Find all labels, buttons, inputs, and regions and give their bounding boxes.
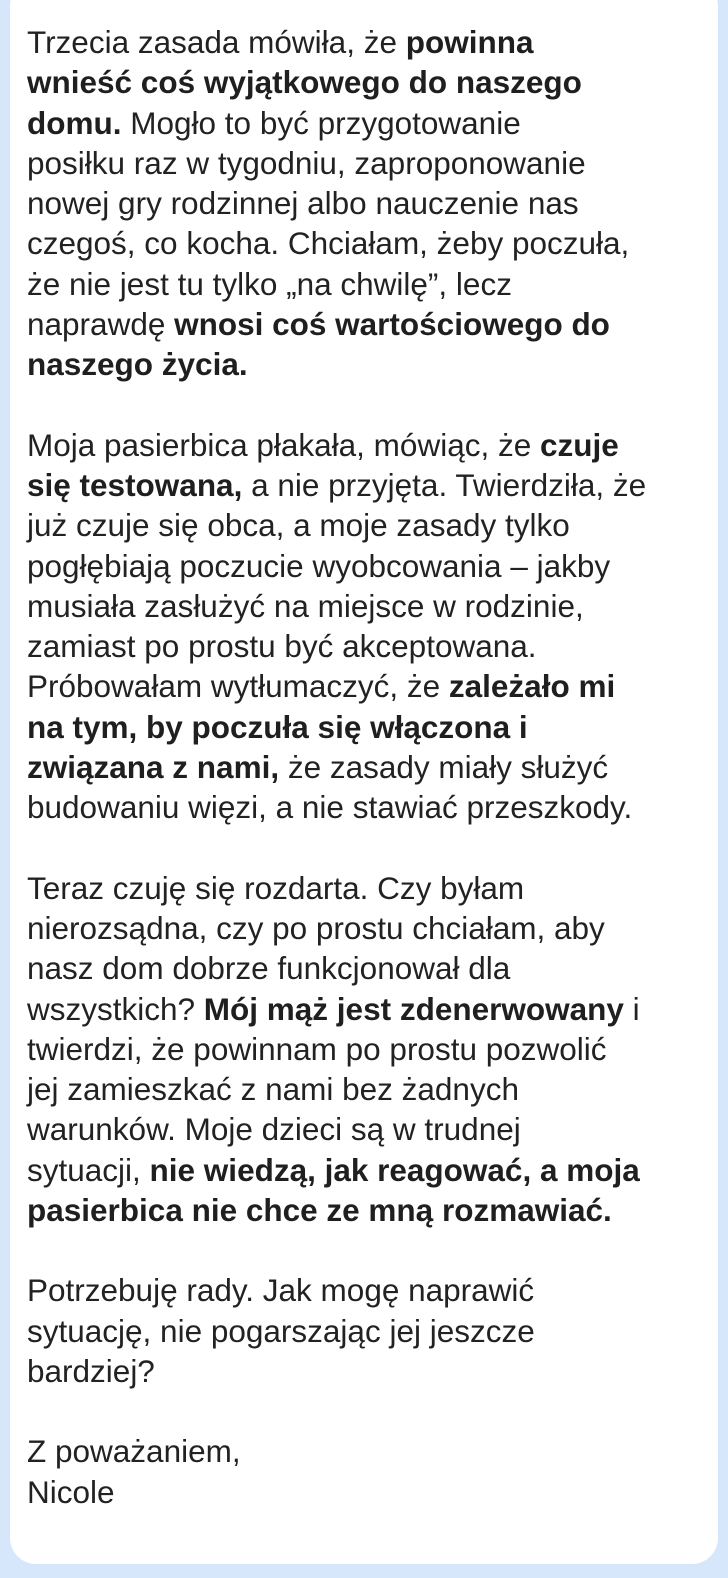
text-line bbox=[27, 1351, 708, 1391]
bold-text-segment: domu. bbox=[27, 104, 122, 141]
text-segment: nasz dom dobrze funkcjonował dla bbox=[27, 950, 511, 987]
text-line bbox=[27, 908, 708, 948]
bold-text-segment: związana z nami, bbox=[27, 749, 280, 786]
text-line bbox=[27, 143, 708, 183]
text-line bbox=[27, 1190, 708, 1230]
text-segment: sytuacji, bbox=[27, 1151, 150, 1188]
text-line bbox=[27, 787, 708, 827]
text-line bbox=[27, 666, 708, 706]
text-line bbox=[27, 626, 708, 666]
text-line bbox=[27, 707, 708, 747]
text-line bbox=[27, 868, 708, 908]
text-line bbox=[27, 1109, 708, 1149]
text-segment: Trzecia zasada mówiła, że bbox=[27, 24, 406, 60]
text-line bbox=[27, 344, 708, 384]
bold-text-segment: czuje bbox=[539, 426, 619, 463]
bold-text-segment: wnieść coś wyjątkowego do naszego bbox=[27, 64, 582, 101]
bold-text-segment: naszego życia. bbox=[27, 346, 248, 383]
message-card bbox=[10, 0, 718, 1564]
bold-text-segment: Mój mąż jest zdenerwowany bbox=[203, 990, 624, 1027]
text-line bbox=[27, 505, 708, 545]
text-segment: Nicole bbox=[27, 1473, 115, 1510]
message-paragraph bbox=[27, 425, 708, 828]
text-segment: nowej gry rodzinnej albo nauczenie nas bbox=[27, 185, 579, 222]
text-line bbox=[27, 22, 708, 62]
text-segment: że zasady miały służyć bbox=[279, 749, 609, 786]
text-segment: czegoś, co kocha. Chciałam, żeby poczuła, bbox=[27, 225, 630, 262]
text-segment: budowaniu więzi, a nie stawiać przeszkody. bbox=[27, 789, 633, 826]
text-segment: i bbox=[623, 990, 640, 1027]
text-segment: Teraz czuję się rozdarta. Czy byłam bbox=[27, 869, 525, 906]
text-line bbox=[27, 1069, 708, 1109]
text-segment: pogłębiają poczucie wyobcowania – jakby bbox=[27, 547, 611, 584]
bold-text-segment: zależało mi bbox=[448, 668, 616, 705]
text-line bbox=[27, 1431, 708, 1471]
message-paragraph bbox=[27, 868, 708, 1231]
text-segment: warunków. Moje dzieci są w trudnej bbox=[27, 1111, 521, 1148]
bold-text-segment: na tym, by poczuła się włączona i bbox=[27, 708, 528, 745]
text-segment: bardziej? bbox=[27, 1352, 155, 1389]
text-line bbox=[27, 989, 708, 1029]
bold-text-segment: nie wiedzą, jak reagować, a moja bbox=[149, 1151, 640, 1188]
text-segment: twierdzi, że powinnam po prostu pozwolić bbox=[27, 1030, 607, 1067]
text-segment: zamiast po prostu być akceptowana. bbox=[27, 628, 537, 665]
text-segment: posiłku raz w tygodniu, zaproponowanie bbox=[27, 144, 586, 181]
text-segment: jej zamieszkać z nami bez żadnych bbox=[27, 1071, 519, 1108]
text-line bbox=[27, 1150, 708, 1190]
message-paragraph bbox=[27, 22, 708, 385]
text-segment: sytuację, nie pogarszając jej jeszcze bbox=[27, 1312, 535, 1349]
text-line bbox=[27, 264, 708, 304]
bold-text-segment: się testowana, bbox=[27, 466, 243, 503]
text-segment: Z poważaniem, bbox=[27, 1433, 241, 1470]
text-line bbox=[27, 747, 708, 787]
text-line bbox=[27, 103, 708, 143]
text-segment: Mogło to być przygotowanie bbox=[121, 104, 521, 141]
text-line bbox=[27, 1311, 708, 1351]
text-line bbox=[27, 1472, 708, 1512]
text-segment: a nie przyjęta. Twierdziła, że bbox=[242, 466, 647, 503]
bold-text-segment: pasierbica nie chce ze mną rozmawiać. bbox=[27, 1192, 612, 1229]
text-line bbox=[27, 62, 708, 102]
text-segment: naprawdę bbox=[27, 306, 175, 343]
text-segment: Potrzebuję rady. Jak mogę naprawić bbox=[27, 1272, 535, 1309]
text-line bbox=[27, 223, 708, 263]
bold-text-segment: powinna bbox=[405, 24, 534, 60]
text-line bbox=[27, 1029, 708, 1069]
text-segment: wszystkich? bbox=[27, 990, 204, 1027]
text-segment: nierozsądna, czy po prostu chciałam, aby bbox=[27, 909, 605, 946]
text-segment: już czuje się obca, a moje zasady tylko bbox=[27, 507, 570, 544]
text-segment: Próbowałam wytłumaczyć, że bbox=[27, 668, 449, 705]
text-line bbox=[27, 304, 708, 344]
bold-text-segment: wnosi coś wartościowego do bbox=[174, 306, 610, 343]
text-segment: Moja pasierbica płakała, mówiąc, że bbox=[27, 426, 540, 463]
text-line bbox=[27, 183, 708, 223]
message-body bbox=[27, 22, 708, 1512]
text-line bbox=[27, 948, 708, 988]
text-line bbox=[27, 1270, 708, 1310]
text-line bbox=[27, 465, 708, 505]
text-segment: że nie jest tu tylko „na chwilę”, lecz bbox=[27, 265, 512, 302]
text-segment: musiała zasłużyć na miejsce w rodzinie, bbox=[27, 587, 584, 624]
text-line bbox=[27, 425, 708, 465]
text-line bbox=[27, 546, 708, 586]
message-paragraph bbox=[27, 1270, 708, 1391]
message-paragraph bbox=[27, 1431, 708, 1512]
text-line bbox=[27, 586, 708, 626]
